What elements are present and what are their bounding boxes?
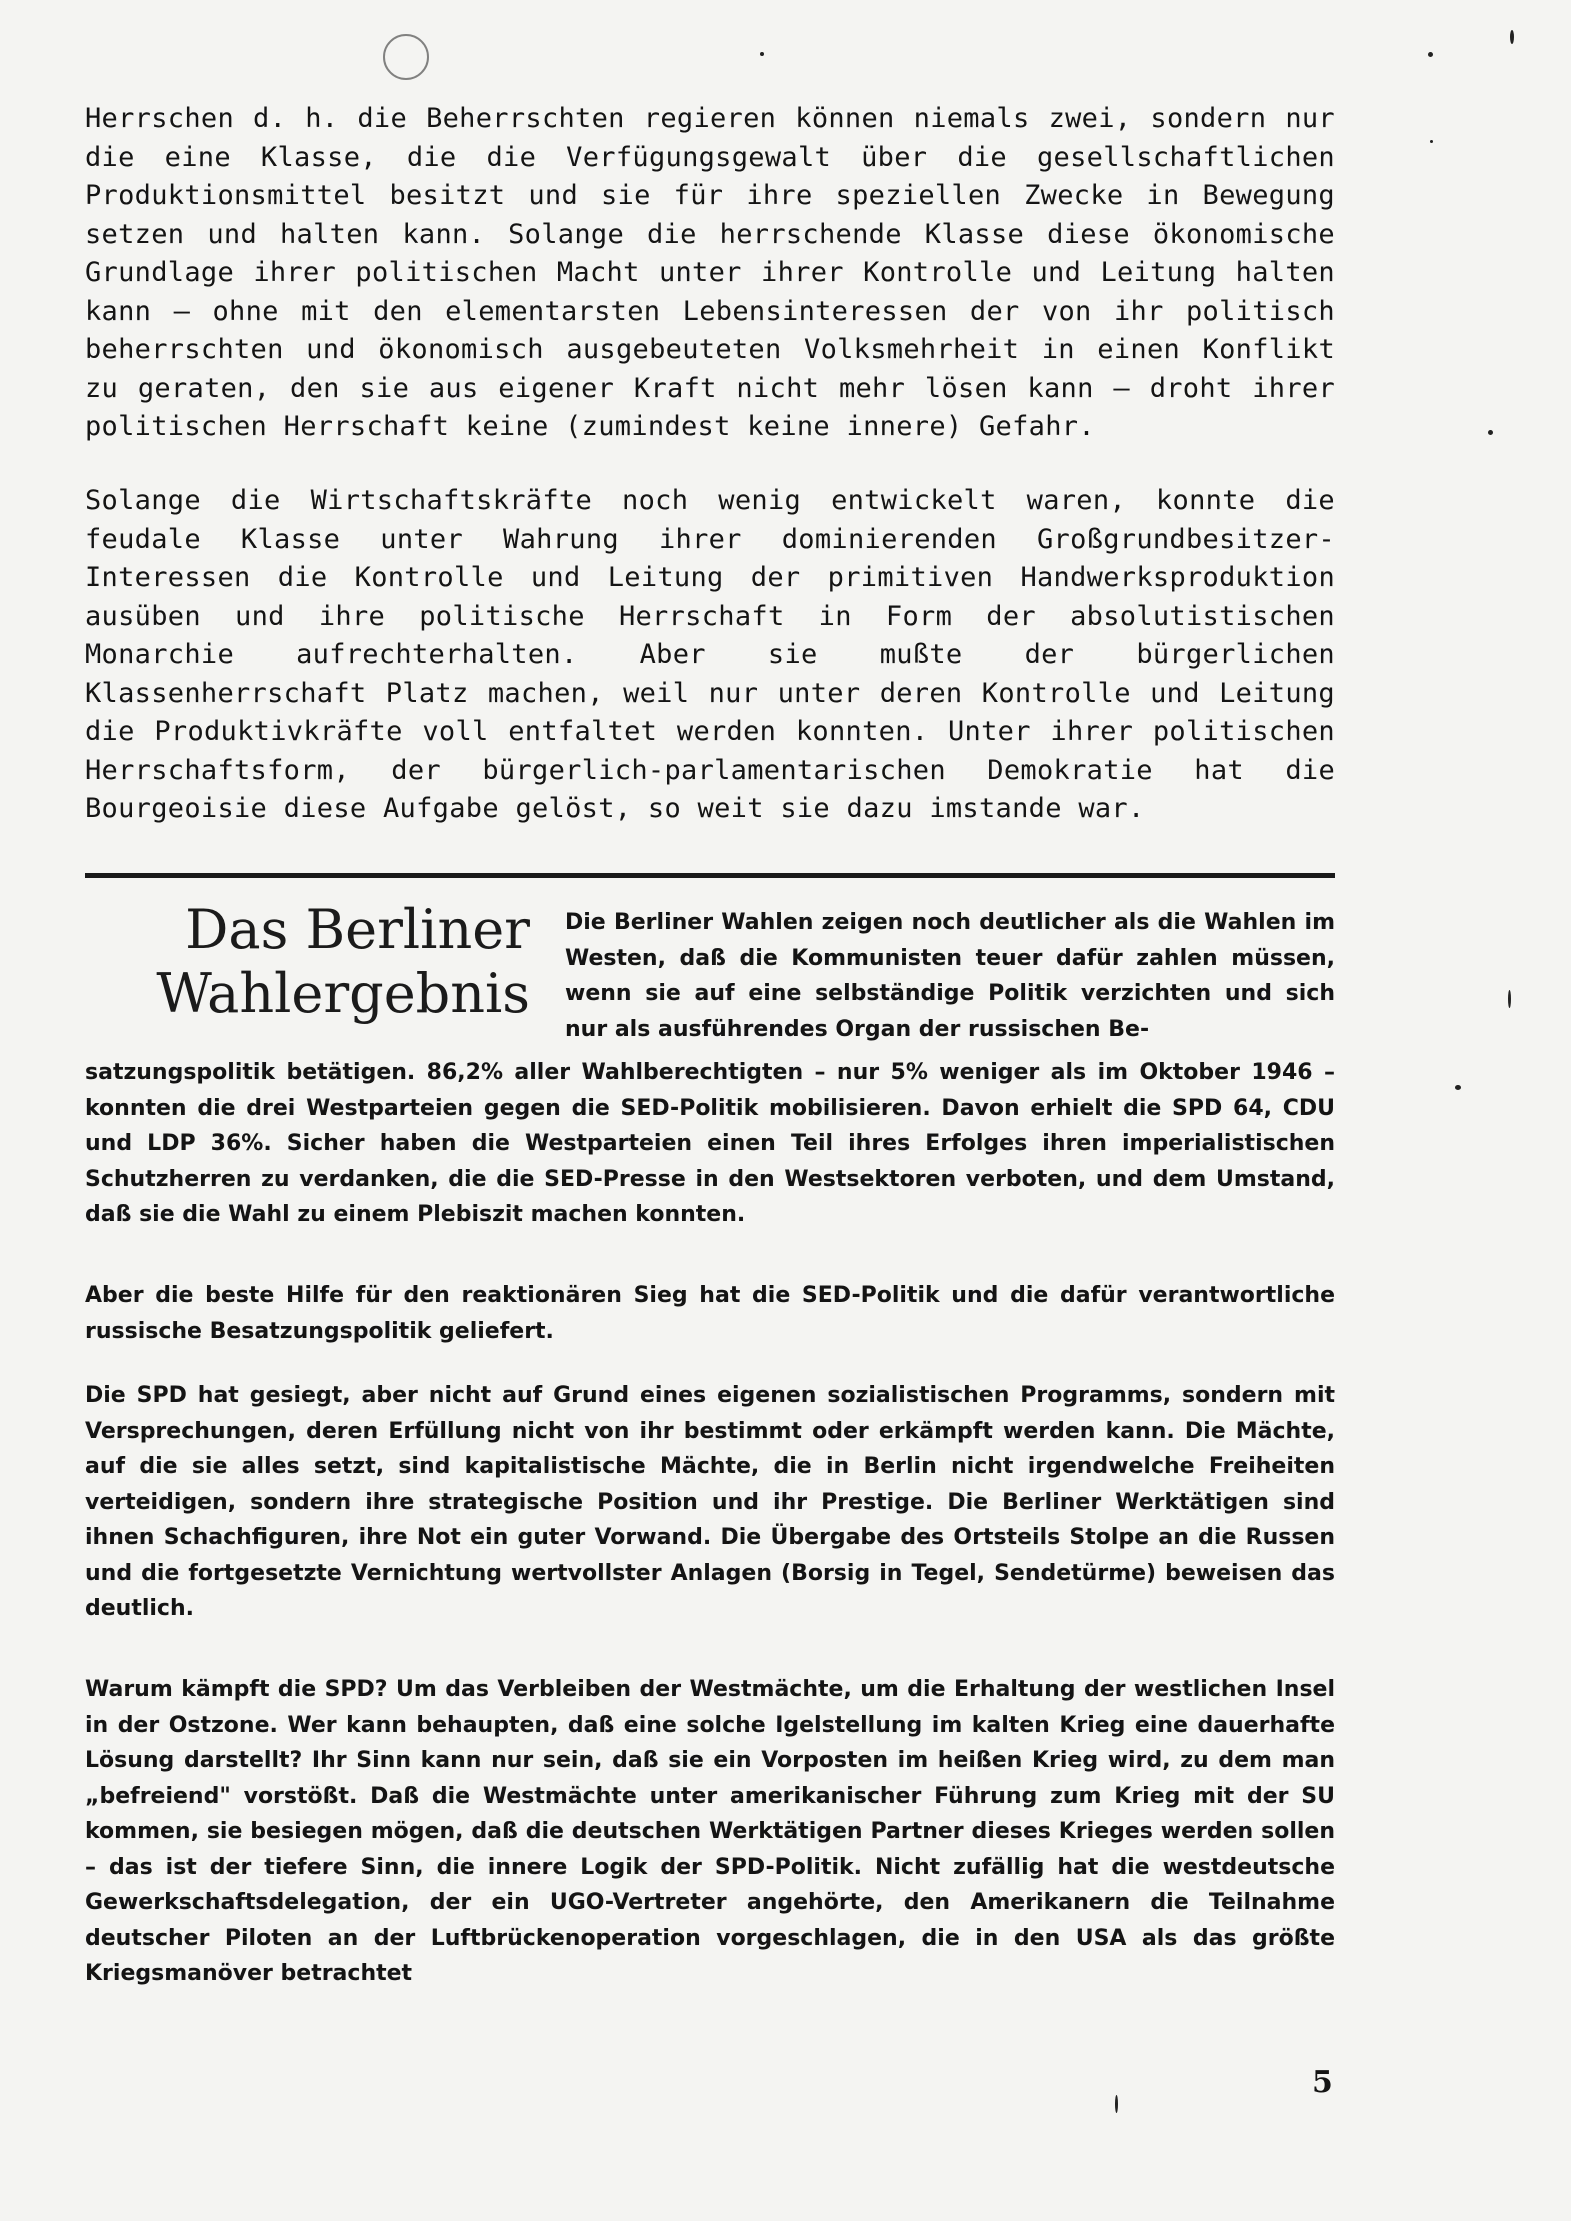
- heading-line-1: Das Berliner: [185, 898, 530, 961]
- scan-speck: [1508, 990, 1511, 1008]
- section-paragraph-4: Warum kämpft die SPD? Um das Verbleiben der Westmächte, um die Erhaltung der westlichen Insel in der Ostzone. Wer kann behaupten, daß eine solche Igelstellung im kalten Krieg eine dauerhafte Lösung darstellt? Ihr Sinn kann nur sein, daß sie ein Vorposten im heißen Krieg wird, zu dem man „befreiend" vorstößt. Daß die Westmächte unter amerikanischer Führung zum Krieg mit der SU kommen, sie besiegen mögen, daß die deutschen Werktätigen Partner dieses Krieges werden sollen – das ist der tiefere Sinn, die innere Logik der SPD-Politik. Nicht zufällig hat die westdeutsche Gewerkschaftsdelegation, der ein UGO-Vertreter angehörte, den Amerikanern die Teilnahme deutscher Piloten an der Luftbrückenoperation vorgeschlagen, die in den USA als das größte Kriegsmanöver betrachtet: [85, 1677, 1335, 1986]
- section-intro-top: Die Berliner Wahlen zeigen noch deutlicher als die Wahlen im Westen, daß die Kommunisten teuer dafür zahlen müssen, wenn sie auf eine selbständige Politik verzichten und sich nur als ausführendes Organ der russischen Be-: [565, 910, 1335, 1042]
- section-paragraph-2: Aber die beste Hilfe für den reaktionären Sieg hat die SED-Politik und die dafür verantwortliche russische Besatzungspolitik geliefert.: [85, 1283, 1335, 1344]
- scan-speck: [1510, 30, 1514, 44]
- paragraph-herrschen: Herrschen d. h. die Beherrschten regieren können niemals zwei, sondern nur die eine Klasse, die die Verfügungsgewalt über die gesellschaftlichen Produktionsmittel besitzt und sie für ihre speziellen Zwecke in Bewegung setzen und halten kann. Solange die herrschende Klasse diese ökonomische Grundlage ihrer politischen Macht unter ihrer Kontrolle und Leitung halten kann – ohne mit den elementarsten Lebensinteressen der von ihr politisch beherrschten und ökonomisch ausgebeuteten Volksmehrheit in einen Konflikt zu geraten, den sie aus eigener Kraft nicht mehr lösen kann – droht ihrer politischen Herrschaft keine (zumindest keine innere) Gefahr.: [85, 103, 1335, 442]
- scan-speck: [760, 52, 764, 56]
- section-intro-rest: satzungspolitik betätigen. 86,2% aller Wahlberechtigten – nur 5% weniger als im Oktober 1946 – konnten die drei Westparteien gegen die SED-Politik mobilisieren. Davon erhielt die SPD 64, CDU und LDP 36%. Sicher haben die Westparteien einen Teil ihres Erfolges ihren imperialistischen Schutzherren zu verdanken, die die SED-Presse in den Westsektoren verboten, und dem Umstand, daß sie die Wahl zu einem Plebiszit machen konnten.: [85, 1060, 1335, 1227]
- archive-stamp: [383, 34, 429, 80]
- scan-speck: [1115, 2095, 1118, 2113]
- scan-speck: [1455, 1085, 1461, 1090]
- paragraph-wirtschaftskraefte: Solange die Wirtschaftskräfte noch wenig entwickelt waren, konnte die feudale Klasse unter Wahrung ihrer dominierenden Großgrundbesitzer-Interessen die Kontrolle und Leitung der primitiven Handwerksproduktion ausüben und ihre politische Herrschaft in Form der absolutistischen Monarchie aufrechterhalten. Aber sie mußte der bürgerlichen Klassenherrschaft Platz machen, weil nur unter deren Kontrolle und Leitung die Produktivkräfte voll entfaltet werden konnten. Unter ihrer politischen Herrschaftsform, der bürgerlich-parlamentarischen Demokratie hat die Bourgeoisie diese Aufgabe gelöst, so weit sie dazu imstande war.: [85, 485, 1335, 824]
- scan-speck: [1430, 140, 1433, 143]
- page-number: 5: [1312, 2065, 1333, 2100]
- heading-line-2: Wahlergebnis: [156, 962, 530, 1025]
- section-divider: [85, 873, 1335, 878]
- scan-speck: [1488, 430, 1493, 435]
- section-paragraph-3: Die SPD hat gesiegt, aber nicht auf Grund eines eigenen sozialistischen Programms, sondern mit Versprechungen, deren Erfüllung nicht von ihr bestimmt oder erkämpft werden kann. Die Mächte, auf die sie alles setzt, sind kapitalistische Mächte, die in Berlin nicht irgendwelche Freiheiten verteidigen, sondern ihre strategische Position und ihr Prestige. Die Berliner Werktätigen sind ihnen Schachfiguren, ihre Not ein guter Vorwand. Die Übergabe des Ortsteils Stolpe an die Russen und die fortgesetzte Vernichtung wertvollster Anlagen (Borsig in Tegel, Sendetürme) beweisen das deutlich.: [85, 1383, 1335, 1621]
- scan-speck: [1428, 52, 1433, 57]
- section-heading: [140, 898, 530, 1026]
